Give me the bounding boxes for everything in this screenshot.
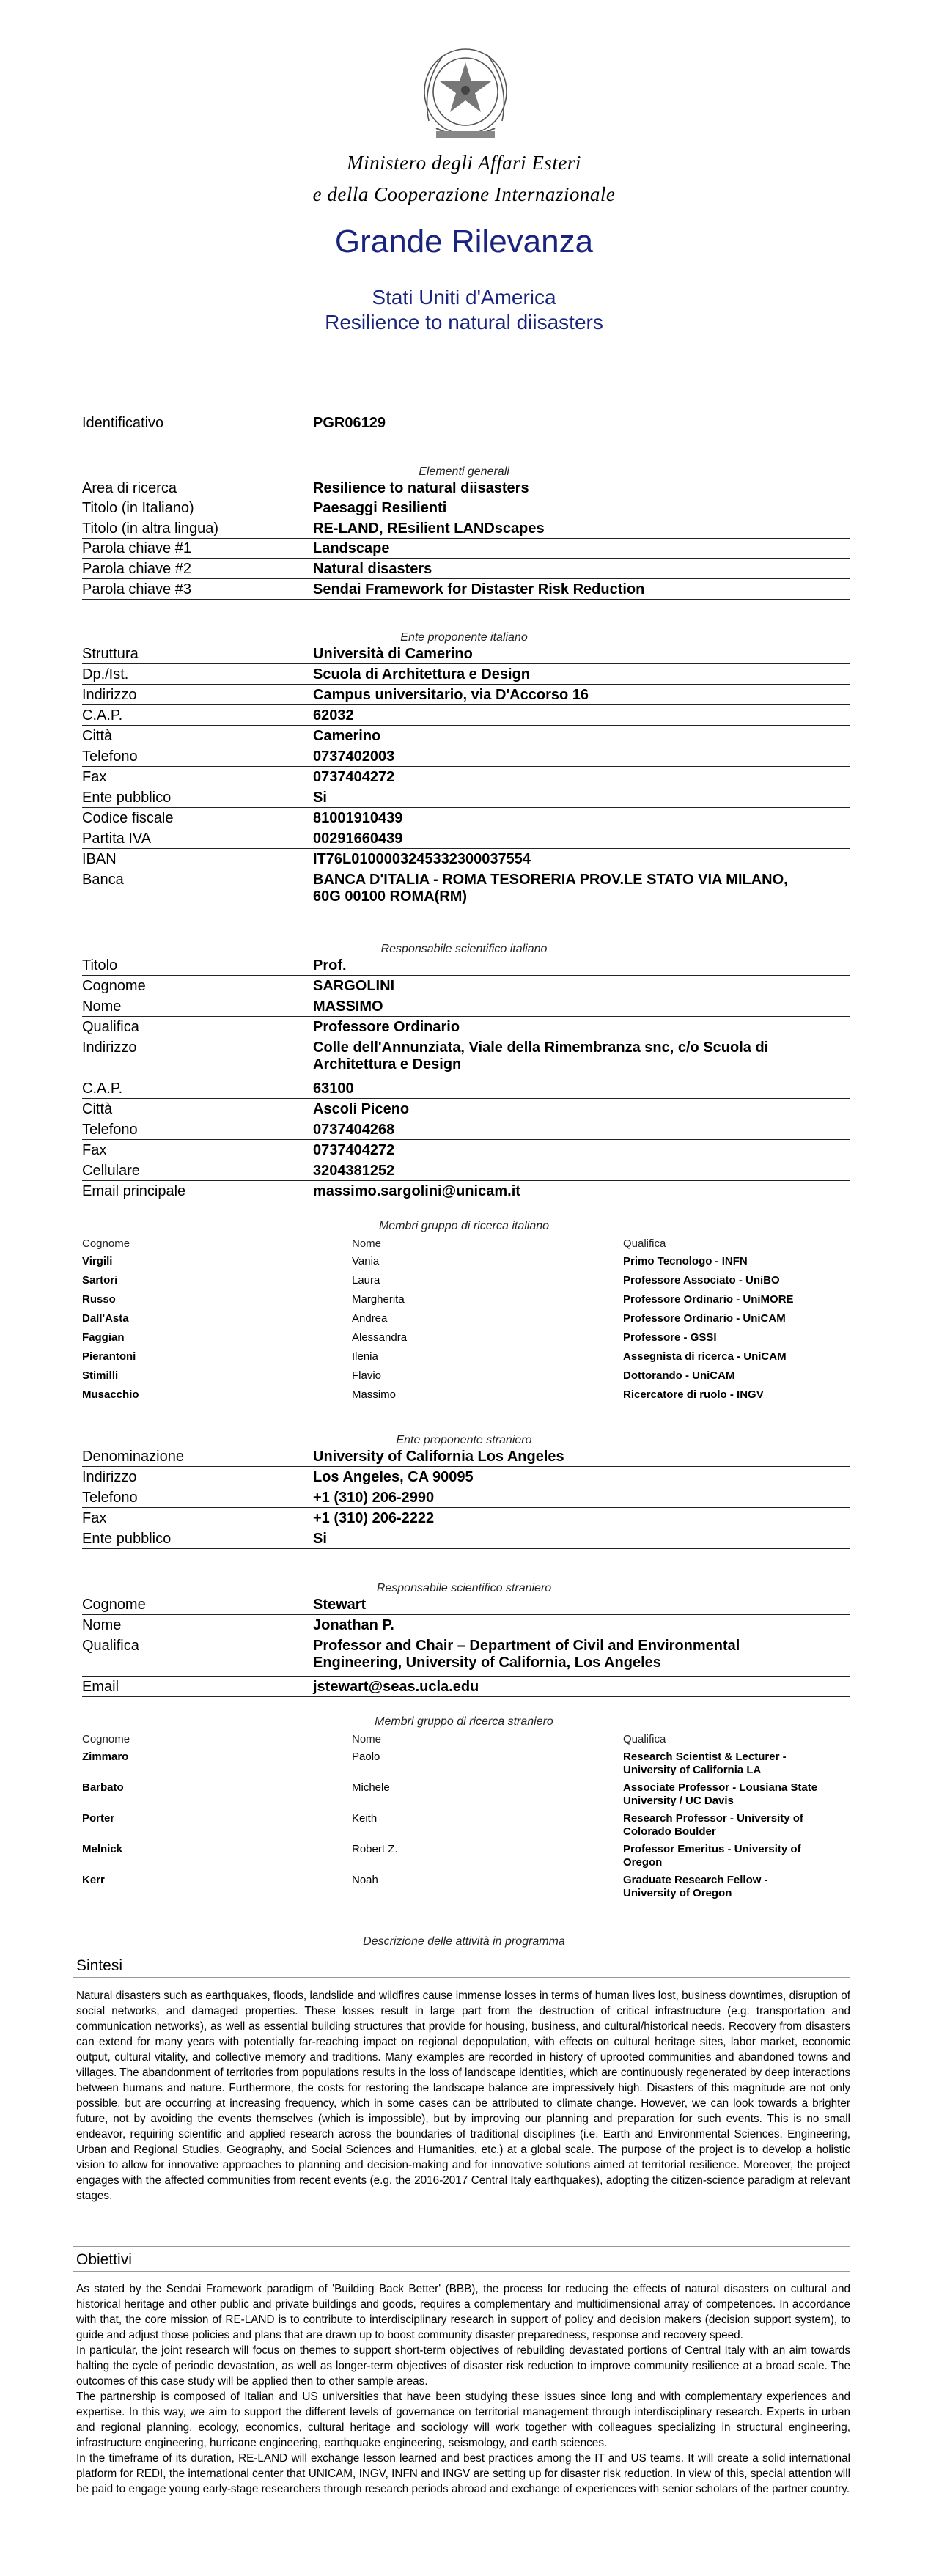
- field-value: Università di Camerino: [313, 646, 473, 662]
- field-label: C.A.P.: [82, 1081, 123, 1097]
- field-row: [82, 1079, 850, 1099]
- qualifica-line: University / UC Davis: [623, 1795, 734, 1807]
- field-label: Partita IVA: [82, 831, 152, 847]
- member-nome: Alessandra: [352, 1331, 408, 1344]
- member-nome: Andrea: [352, 1312, 388, 1325]
- area-subtitle: Resilience to natural diisasters: [325, 311, 603, 334]
- field-row: [82, 1677, 850, 1697]
- divider: [73, 2246, 850, 2247]
- field-label: Identificativo: [82, 415, 164, 431]
- field-row: [82, 1529, 850, 1549]
- member-nome: Massimo: [352, 1388, 397, 1401]
- field-value: Paesaggi Resilienti: [313, 500, 447, 516]
- field-value: [313, 872, 788, 905]
- field-row: [82, 1448, 850, 1467]
- field-label: Qualifica: [82, 1019, 139, 1035]
- member-nome: Vania: [352, 1255, 380, 1267]
- field-label: Email principale: [82, 1183, 186, 1199]
- field-label: Email: [82, 1679, 119, 1695]
- divider: [73, 2271, 850, 2272]
- field-value: 81001910439: [313, 810, 403, 826]
- field-row: [82, 768, 850, 787]
- member-cognome: Dall'Asta: [82, 1312, 129, 1325]
- member-qualifica: [623, 1751, 865, 1777]
- field-row-qualifica: [82, 1638, 850, 1677]
- field-row: [82, 829, 850, 849]
- field-value: RE-LAND, REsilient LANDscapes: [313, 520, 545, 537]
- field-value: IT76L0100003245332300037554: [313, 851, 531, 867]
- identificativo-row: [82, 413, 850, 433]
- col-header-nome: Nome: [352, 1733, 382, 1745]
- field-row: [82, 1120, 850, 1140]
- obiettivi-paragraph: In the timeframe of its duration, RE-LAND will exchange lesson learned and best practices among the IT and US teams. It will create a solid international platform for REDI, the international center that UNICAM, INGV, INFN and INGV are setting up for disaster risk reduction. In view of this, special attention will be paid to engage young early-stage researchers through research periods abroad and exchange of experiences with senior scholars of the partner country.: [76, 2452, 850, 2495]
- member-qualifica: Assegnista di ricerca - UniCAM: [623, 1350, 787, 1363]
- field-label: Indirizzo: [82, 687, 137, 703]
- field-row: [82, 706, 850, 726]
- member-cognome: Musacchio: [82, 1388, 139, 1401]
- member-qualifica: [623, 1843, 865, 1869]
- field-label: Nome: [82, 998, 122, 1015]
- ministry-line-1: Ministero degli Affari Esteri: [347, 152, 581, 174]
- field-label: Città: [82, 1101, 113, 1117]
- member-cognome: Zimmaro: [82, 1751, 129, 1763]
- field-value: Stewart: [313, 1597, 367, 1613]
- section-title-descrizione: Descrizione delle attività in programma: [363, 1935, 565, 1948]
- field-row: [82, 540, 850, 559]
- member-cognome: Kerr: [82, 1874, 105, 1886]
- qualifica-line: Graduate Research Fellow -: [623, 1874, 768, 1886]
- field-value: 62032: [313, 707, 354, 724]
- field-value: University of California Los Angeles: [313, 1449, 564, 1465]
- field-row: [82, 1141, 850, 1160]
- member-nome: Michele: [352, 1781, 390, 1794]
- member-nome: Ilenia: [352, 1350, 378, 1363]
- field-value: SARGOLINI: [313, 978, 395, 994]
- qualifica-line: Oregon: [623, 1856, 663, 1869]
- country-subtitle: Stati Uniti d'America: [372, 286, 556, 309]
- field-label: Fax: [82, 1142, 107, 1158]
- member-cognome: Pierantoni: [82, 1350, 136, 1363]
- ministry-line-2: e della Cooperazione Internazionale: [312, 183, 616, 205]
- obiettivi-paragraph: The partnership is composed of Italian and US universities that have been studying these issues since long and with complementary experiences and expertise. In this way, we aim to support the different levels of governance on territorial management through interdisciplinary research. Experts in urban and regional planning, ecology, economics, cultural heritage and sociology will work together with colleagues specializing in structural engineering, infrastructure engineering, hurricane engineering, earthquake engineering, seismology, and earth sciences.: [76, 2391, 850, 2449]
- member-qualifica: Dottorando - UniCAM: [623, 1369, 735, 1382]
- field-label: Qualifica: [82, 1638, 139, 1654]
- member-cognome: Porter: [82, 1812, 115, 1825]
- qualifica-line: Professor Emeritus - University of: [623, 1843, 801, 1855]
- member-qualifica: Ricercatore di ruolo - INGV: [623, 1388, 764, 1401]
- field-label: Telefono: [82, 1122, 138, 1138]
- field-label: Codice fiscale: [82, 810, 174, 826]
- field-row: [82, 665, 850, 685]
- field-label: Area di ricerca: [82, 480, 177, 496]
- col-header-nome: Nome: [352, 1237, 382, 1250]
- section-title-ente-straniero: Ente proponente straniero: [396, 1434, 532, 1446]
- member-cognome: Barbato: [82, 1781, 124, 1794]
- field-label: Fax: [82, 1510, 107, 1526]
- field-label: Struttura: [82, 646, 139, 662]
- field-value: Resilience to natural diisasters: [313, 480, 529, 496]
- field-value: jstewart@seas.ucla.edu: [313, 1679, 479, 1695]
- field-row-banca: [82, 872, 850, 910]
- field-row: [82, 809, 850, 828]
- obiettivi-paragraph: In particular, the joint research will focus on themes to support short-term objectives of rebuilding devastated portions of Central Italy with an aim towards halting the cycle of periodic devastation, as well as longer-term objectives of disaster risk reduction to improve community resilience at a broad scale. The outcomes of this case study will be applied then to other sample areas.: [76, 2344, 850, 2388]
- section-title-resp-italiano: Responsabile scientifico italiano: [380, 943, 548, 955]
- field-row: [82, 1468, 850, 1487]
- field-row: [82, 1488, 850, 1508]
- member-nome: Paolo: [352, 1751, 380, 1763]
- member-cognome: Russo: [82, 1293, 116, 1306]
- divider: [73, 1977, 850, 1978]
- field-row: [82, 1596, 850, 1615]
- member-nome: Noah: [352, 1874, 378, 1886]
- member-cognome: Stimilli: [82, 1369, 119, 1382]
- field-value: 63100: [313, 1081, 354, 1097]
- qualifica-line: Research Scientist & Lecturer -: [623, 1751, 787, 1763]
- obiettivi-title: Obiettivi: [76, 2251, 132, 2268]
- field-row: [82, 957, 850, 976]
- field-row: [82, 519, 850, 539]
- member-nome: Robert Z.: [352, 1843, 398, 1855]
- field-value: massimo.sargolini@unicam.it: [313, 1183, 520, 1199]
- field-row: [82, 997, 850, 1017]
- col-header-qualifica: Qualifica: [623, 1733, 666, 1745]
- section-title-ente-italiano: Ente proponente italiano: [400, 631, 528, 644]
- qualifica-line: University of Oregon: [623, 1887, 732, 1899]
- field-row: [82, 1616, 850, 1635]
- field-label: Nome: [82, 1617, 122, 1633]
- field-value: PGR06129: [313, 415, 386, 431]
- qualifica-line: Colorado Boulder: [623, 1825, 716, 1838]
- field-row: [82, 1182, 850, 1201]
- italian-republic-emblem-icon: [414, 40, 517, 147]
- field-value: Si: [313, 1531, 327, 1547]
- field-label: Titolo (in altra lingua): [82, 520, 219, 537]
- sintesi-title: Sintesi: [76, 1957, 123, 1974]
- field-row: [82, 726, 850, 746]
- field-label: Cellulare: [82, 1163, 140, 1179]
- field-value: Scuola di Architettura e Design: [313, 666, 530, 682]
- field-label: Titolo (in Italiano): [82, 500, 194, 516]
- qualifica-line: Research Professor - University of: [623, 1812, 803, 1825]
- member-nome: Margherita: [352, 1293, 405, 1306]
- member-cognome: Faggian: [82, 1331, 125, 1344]
- field-value: Si: [313, 790, 327, 806]
- field-row: [82, 850, 850, 869]
- value-line: Professor and Chair – Department of Civil and Environmental: [313, 1638, 740, 1654]
- member-qualifica: Professore Ordinario - UniMORE: [623, 1293, 794, 1306]
- member-nome: Keith: [352, 1812, 378, 1825]
- value-line: Colle dell'Annunziata, Viale della Rimembranza snc, c/o Scuola di: [313, 1039, 769, 1056]
- field-row: [82, 1017, 850, 1037]
- field-label: Cognome: [82, 1597, 146, 1613]
- field-label: Cognome: [82, 978, 146, 994]
- member-qualifica: Professore Ordinario - UniCAM: [623, 1312, 786, 1325]
- field-value: 00291660439: [313, 831, 403, 847]
- member-nome: Flavio: [352, 1369, 382, 1382]
- field-value: Professore Ordinario: [313, 1019, 460, 1035]
- field-value: MASSIMO: [313, 998, 383, 1015]
- field-label: Dp./Ist.: [82, 666, 129, 682]
- col-header-cognome: Cognome: [82, 1733, 130, 1745]
- field-row: [82, 1100, 850, 1119]
- field-label: IBAN: [82, 851, 117, 867]
- member-qualifica: [623, 1781, 865, 1808]
- field-label: Ente pubblico: [82, 1531, 172, 1547]
- field-value: 0737404272: [313, 769, 395, 785]
- sintesi-text: [76, 1988, 850, 2204]
- section-title-resp-straniero: Responsabile scientifico straniero: [376, 1582, 552, 1594]
- qualifica-line: Associate Professor - Lousiana State: [623, 1781, 818, 1794]
- field-value: Prof.: [313, 957, 347, 974]
- field-value: Los Angeles, CA 90095: [313, 1469, 474, 1485]
- field-label: Banca: [82, 872, 124, 888]
- member-qualifica: [623, 1874, 865, 1900]
- member-qualifica: [623, 1812, 865, 1839]
- field-value: Ascoli Piceno: [313, 1101, 410, 1117]
- field-row: [82, 499, 850, 518]
- member-cognome: Melnick: [82, 1843, 123, 1855]
- field-value: [313, 1039, 768, 1073]
- field-row: [82, 747, 850, 767]
- member-qualifica: Professore Associato - UniBO: [623, 1274, 780, 1287]
- field-row: [82, 976, 850, 996]
- field-value: 3204381252: [313, 1163, 395, 1179]
- value-line: Architettura e Design: [313, 1056, 462, 1072]
- field-label: Indirizzo: [82, 1469, 137, 1485]
- field-value: [313, 1638, 740, 1671]
- field-label: Telefono: [82, 1490, 138, 1506]
- field-label: Titolo: [82, 957, 118, 974]
- value-line: Engineering, University of California, Los Angeles: [313, 1655, 661, 1671]
- field-row: [82, 685, 850, 705]
- field-row: [82, 1161, 850, 1181]
- field-value: Camerino: [313, 728, 381, 744]
- member-qualifica: Primo Tecnologo - INFN: [623, 1255, 748, 1267]
- field-label: Denominazione: [82, 1449, 184, 1465]
- member-cognome: Sartori: [82, 1274, 118, 1287]
- value-line: 60G 00100 ROMA(RM): [313, 888, 468, 905]
- field-label: Parola chiave #1: [82, 540, 191, 556]
- field-label: Parola chiave #2: [82, 561, 191, 577]
- field-value: Sendai Framework for Distaster Risk Reduction: [313, 581, 645, 597]
- value-line: BANCA D'ITALIA - ROMA TESORERIA PROV.LE STATO VIA MILANO,: [313, 872, 788, 888]
- field-row: [82, 559, 850, 579]
- field-label: Telefono: [82, 748, 138, 765]
- field-value: Landscape: [313, 540, 390, 556]
- field-row-indirizzo: [82, 1039, 850, 1078]
- member-qualifica: Professore - GSSI: [623, 1331, 717, 1344]
- section-title-elementi-generali: Elementi generali: [419, 465, 509, 478]
- field-value: +1 (310) 206-2222: [313, 1510, 435, 1526]
- field-row: [82, 1509, 850, 1528]
- field-value: Campus universitario, via D'Accorso 16: [313, 687, 589, 703]
- qualifica-line: University of California LA: [623, 1764, 762, 1776]
- obiettivi-text: [76, 2281, 850, 2497]
- field-label: Indirizzo: [82, 1039, 137, 1056]
- field-row: [82, 580, 850, 600]
- field-value: Jonathan P.: [313, 1617, 394, 1633]
- member-cognome: Virgili: [82, 1255, 113, 1267]
- col-header-qualifica: Qualifica: [623, 1237, 666, 1250]
- field-label: C.A.P.: [82, 707, 123, 724]
- obiettivi-paragraph: As stated by the Sendai Framework paradigm of 'Building Back Better' (BBB), the process for reducing the effects of natural disasters on cultural and historical heritage and other public and private buildings and goods, requires a complementary and multidimensional array of competences. In accordance with that, the core mission of RE-LAND is to contribute to interdisciplinary research in support of policy and decision makers (decision support system), to guide and adjust those policies and plans that are drawn up to boost community disaster preparedness, response and recovery speed.: [76, 2283, 850, 2341]
- field-label: Fax: [82, 769, 107, 785]
- field-value: Natural disasters: [313, 561, 432, 577]
- field-value: 0737404272: [313, 1142, 395, 1158]
- field-label: Parola chiave #3: [82, 581, 191, 597]
- field-value: 0737404268: [313, 1122, 395, 1138]
- field-label: Ente pubblico: [82, 790, 172, 806]
- col-header-cognome: Cognome: [82, 1237, 130, 1250]
- field-row: [82, 788, 850, 808]
- field-row: [82, 479, 850, 498]
- field-value: 0737402003: [313, 748, 395, 765]
- section-title-membri-stranieri: Membri gruppo di ricerca straniero: [375, 1715, 553, 1728]
- field-label: Città: [82, 728, 113, 744]
- field-row: [82, 645, 850, 664]
- member-nome: Laura: [352, 1274, 380, 1287]
- sintesi-paragraph: Natural disasters such as earthquakes, floods, landslide and wildfires cause immense losses in terms of human lives lost, business downtimes, disruption of social networks, and damaged properties. These losses result in large part from the destruction of critical infrastructure (e.g. transportation and communication networks), as well as essential building structures that provide for housing, business, and cultural/historical needs. Recovery from disasters can extend for many years with potentially far-reaching impact on regional depopulation, with effects on cultural heritage sites, labor market, economic output, cultural vitality, and collective memory and traditions. Many examples are recorded in history of uprooted communities and abandoned towns and villages. The abandonment of territories from populations results in the loss of landscape identities, which are continuously regenerated by deep interactions between humans and nature. Furthermore, the costs for restoring the landscape balance are impressively high. Disasters of this magnitude are not only possible, but are occurring at increasing frequency, which in some cases can be attributed to climate change. However, we can look towards a brighter future, not by avoiding the events themselves (which is impossible), but by improving our planning and preparation for such events. This is no small endeavor, requiring scientific and applied research across the boundaries of traditional disciplines (i.e. Earth and Environmental Sciences, Engineering, Urban and Regional Studies, Geography, and Social Sciences and Humanities, etc.) at a global scale. The purpose of the project is to develop a holistic vision to allow for innovative approaches to planning and decision-making and for innovative solutions aimed at territorial resilience. Moreover, the project engages with the affected communities from recent events (e.g. the 2016-2017 Central Italy earthquakes), adopting the citizen-science paradigm at relevant stages.: [76, 1990, 850, 2202]
- page-title: Grande Rilevanza: [334, 224, 594, 260]
- section-title-membri-italiani: Membri gruppo di ricerca italiano: [378, 1220, 550, 1232]
- field-value: +1 (310) 206-2990: [313, 1490, 435, 1506]
